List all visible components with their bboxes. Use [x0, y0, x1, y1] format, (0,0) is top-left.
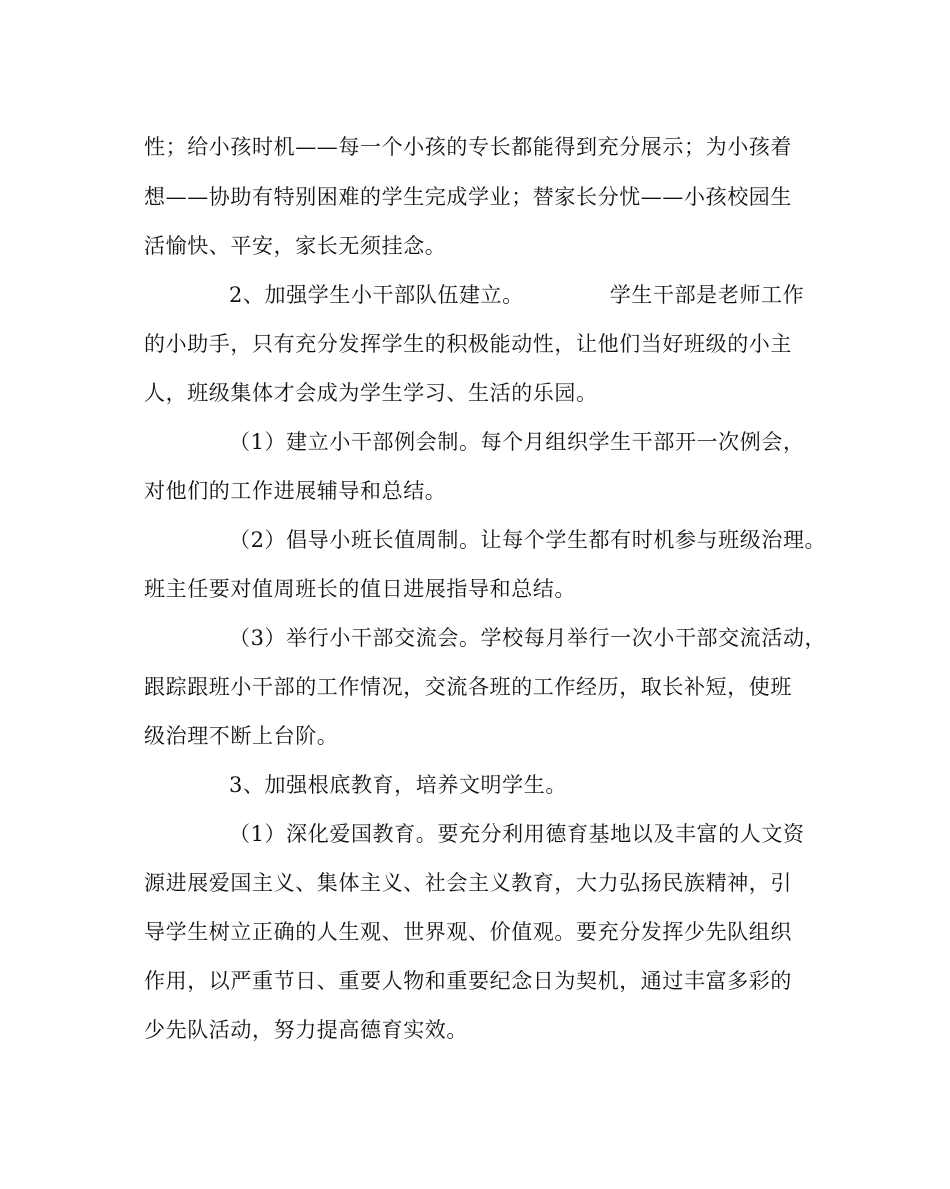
- text-line: （1）建立小干部例会制。每个月组织学生干部开一次例会，: [229, 430, 805, 454]
- text-line: 作用，以严重节日、重要人物和重要纪念日为契机，通过丰富多彩的: [144, 969, 792, 993]
- text-line: 班主任要对值周班长的值日进展指导和总结。: [144, 577, 576, 601]
- text-line: （3）举行小干部交流会。学校每月举行一次小干部交流活动，: [229, 626, 827, 650]
- text-line: 想——协助有特别困难的学生完成学业；替家长分忧——小孩校园生: [144, 185, 792, 209]
- text-line: 人，班级集体才会成为学生学习、生活的乐园。: [144, 381, 598, 405]
- text-line: 源进展爱国主义、集体主义、社会主义教育，大力弘扬民族精神，引: [144, 871, 792, 895]
- text-line: 性；给小孩时机——每一个小孩的专长都能得到充分展示；为小孩着: [144, 135, 792, 159]
- text-line: 跟踪跟班小干部的工作情况，交流各班的工作经历，取长补短，使班: [144, 675, 792, 699]
- text-line: 对他们的工作进展辅导和总结。: [144, 479, 447, 503]
- text-fragment: 学生干部是老师工作: [609, 283, 805, 307]
- section-heading: [229, 281, 804, 309]
- section-heading-text: 2、加强学生小干部队伍建立。: [229, 283, 524, 307]
- text-line: 的小助手，只有充分发挥学生的积极能动性，让他们当好班级的小主: [144, 332, 792, 356]
- section-heading: 3、加强根底教育，培养文明学生。: [229, 773, 567, 797]
- text-line: 级治理不断上台阶。: [144, 724, 339, 748]
- text-line: 活愉快、平安，家长无须挂念。: [144, 234, 447, 258]
- text-line: （1）深化爱国教育。要充分利用德育基地以及丰富的人文资: [229, 822, 805, 846]
- text-line: 导学生树立正确的人生观、世界观、价值观。要充分发挥少先队组织: [144, 920, 792, 944]
- text-line: （2）倡导小班长值周制。让每个学生都有时机参与班级治理。: [229, 528, 827, 552]
- text-line: 少先队活动，努力提高德育实效。: [144, 1018, 468, 1042]
